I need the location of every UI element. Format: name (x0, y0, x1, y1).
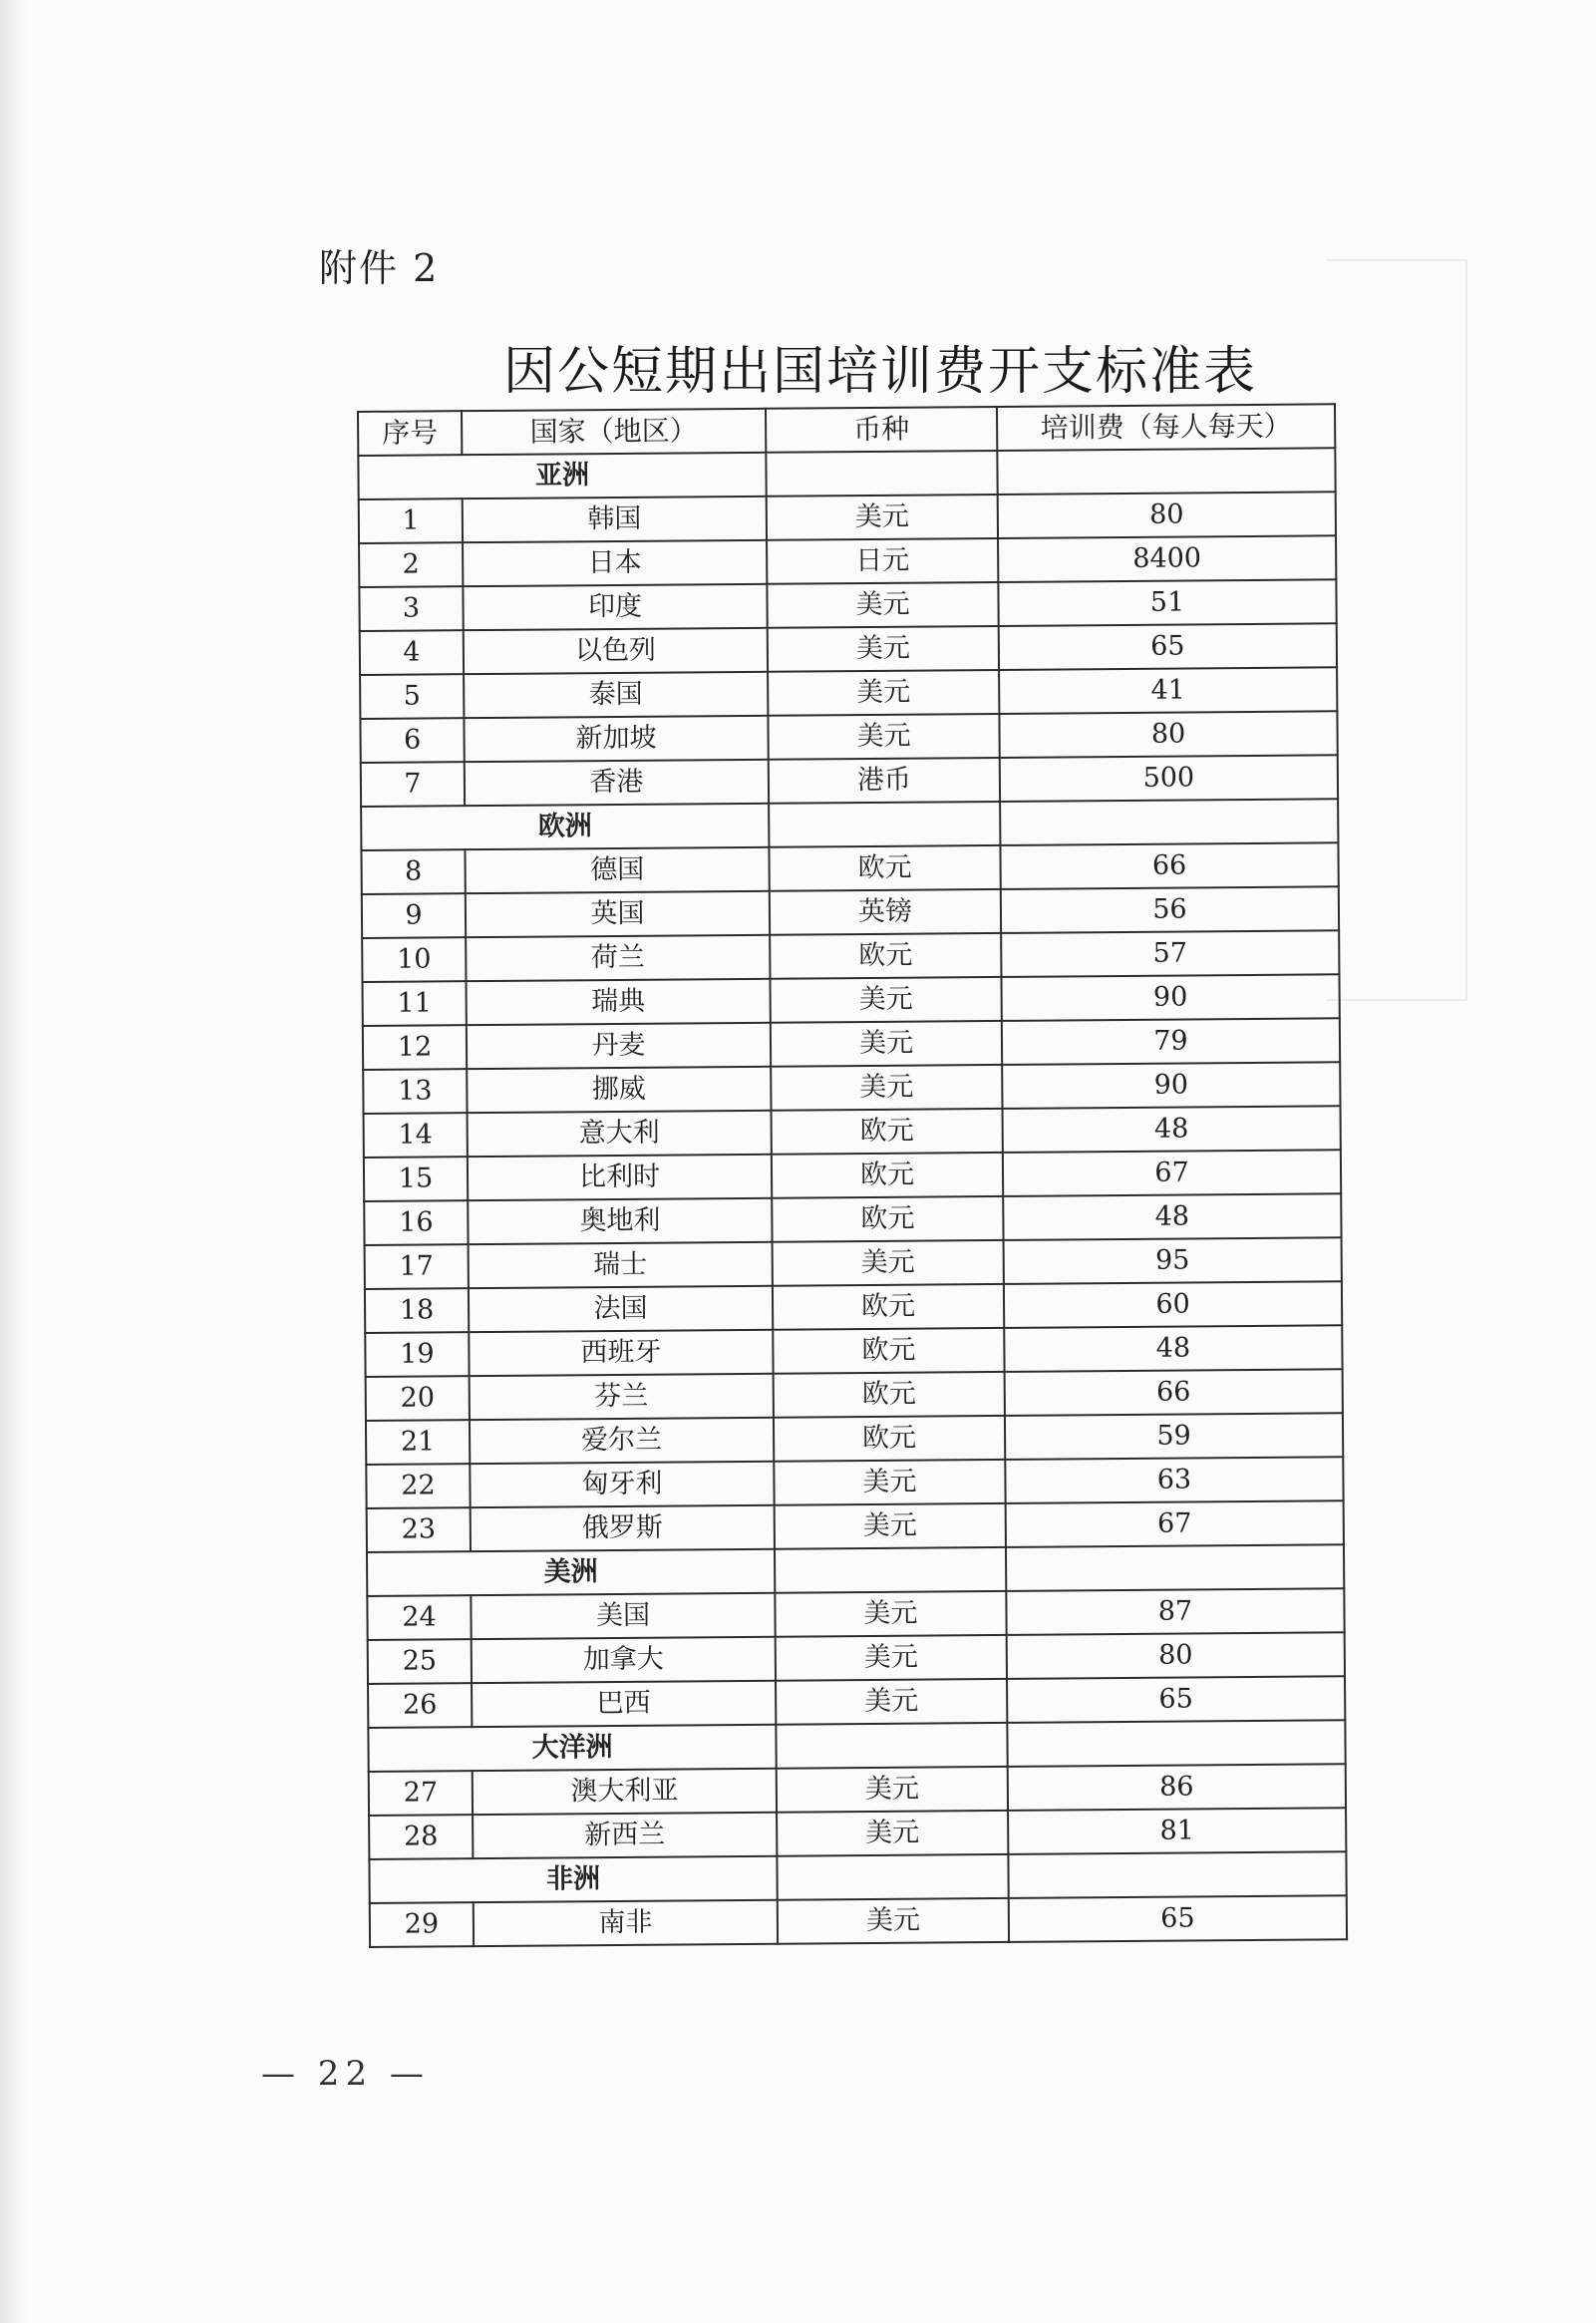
header-cell-country: 国家（地区） (462, 409, 766, 455)
fee-cell: 63 (1005, 1457, 1343, 1503)
fee-cell: 81 (1008, 1808, 1346, 1854)
table-row (361, 842, 1338, 894)
seq-cell: 18 (365, 1288, 469, 1333)
empty-cell (1007, 1720, 1345, 1767)
seq-cell: 3 (359, 586, 463, 631)
fee-cell: 87 (1006, 1588, 1344, 1635)
fee-cell: 90 (1002, 1062, 1340, 1109)
header-row (358, 404, 1335, 456)
empty-cell (1000, 799, 1338, 845)
currency-cell: 美元 (768, 714, 999, 760)
currency-cell: 美元 (771, 1021, 1002, 1067)
table-row (367, 1588, 1344, 1640)
table-row (364, 1193, 1341, 1245)
fee-cell: 79 (1002, 1018, 1340, 1065)
page-number: — 22 — (261, 2054, 430, 2094)
fee-cell: 57 (1001, 930, 1339, 977)
fee-cell: 41 (999, 667, 1337, 714)
table-row (369, 1764, 1346, 1816)
country-cell: 比利时 (468, 1155, 772, 1200)
region-heading: 美洲 (367, 1549, 775, 1596)
currency-cell: 欧元 (774, 1372, 1005, 1418)
seq-cell: 15 (364, 1157, 468, 1201)
fee-cell: 80 (998, 492, 1336, 538)
seq-cell: 10 (362, 937, 466, 982)
currency-cell: 英镑 (770, 889, 1001, 935)
region-heading: 亚洲 (358, 453, 766, 499)
country-cell: 丹麦 (467, 1023, 771, 1069)
bleed-through-shape (1326, 259, 1467, 1001)
fee-cell: 86 (1008, 1764, 1346, 1811)
fee-cell: 56 (1001, 886, 1339, 933)
fee-cell: 59 (1005, 1413, 1343, 1460)
seq-cell: 8 (361, 849, 465, 894)
country-cell: 瑞士 (469, 1242, 773, 1288)
seq-cell: 25 (368, 1639, 472, 1684)
seq-cell: 7 (361, 762, 465, 807)
attachment-label: 附件 2 (319, 246, 440, 290)
country-cell: 南非 (474, 1900, 778, 1946)
region-row (361, 799, 1338, 850)
seq-cell: 4 (360, 630, 464, 675)
country-cell: 俄罗斯 (471, 1505, 775, 1551)
country-cell: 荷兰 (466, 935, 770, 981)
table-row (363, 1062, 1340, 1114)
seq-cell: 29 (370, 1902, 474, 1947)
country-cell: 巴西 (472, 1681, 776, 1727)
seq-cell: 23 (367, 1507, 471, 1552)
table-row (366, 1369, 1343, 1421)
country-cell: 新西兰 (473, 1813, 777, 1858)
table-row (364, 1150, 1341, 1201)
currency-cell: 美元 (774, 1460, 1005, 1505)
currency-cell: 日元 (767, 538, 998, 584)
table-row (370, 1895, 1347, 1947)
region-heading: 大洋洲 (368, 1725, 776, 1772)
country-cell: 日本 (463, 540, 767, 586)
currency-cell: 美元 (777, 1811, 1008, 1856)
country-cell: 法国 (469, 1286, 773, 1332)
scan-page-edge (0, 0, 28, 2323)
seq-cell: 26 (368, 1683, 472, 1728)
seq-cell: 24 (367, 1595, 471, 1640)
fee-table-container (357, 403, 1346, 1948)
fee-cell: 90 (1001, 974, 1339, 1021)
currency-cell: 欧元 (773, 1284, 1004, 1330)
table-row (367, 1500, 1344, 1552)
currency-cell: 欧元 (773, 1328, 1004, 1374)
country-cell: 韩国 (463, 497, 767, 542)
country-cell: 芬兰 (470, 1374, 774, 1420)
currency-cell: 欧元 (772, 1196, 1003, 1242)
fee-cell: 60 (1004, 1281, 1342, 1328)
seq-cell: 20 (366, 1376, 470, 1421)
region-row (367, 1544, 1344, 1596)
empty-cell (769, 802, 1000, 847)
country-cell: 加拿大 (472, 1637, 776, 1683)
country-cell: 香港 (465, 760, 769, 806)
currency-cell: 美元 (770, 977, 1001, 1023)
country-cell: 澳大利亚 (473, 1769, 777, 1815)
seq-cell: 14 (364, 1113, 468, 1158)
fee-cell: 67 (1006, 1500, 1344, 1547)
currency-cell: 美元 (768, 626, 999, 672)
currency-cell: 美元 (776, 1635, 1007, 1681)
country-cell: 新加坡 (464, 716, 768, 762)
empty-cell (775, 1547, 1006, 1593)
fee-cell: 66 (1005, 1369, 1343, 1416)
seq-cell: 16 (364, 1200, 468, 1245)
region-heading: 非洲 (369, 1856, 777, 1903)
empty-cell (777, 1854, 1008, 1900)
country-cell: 意大利 (468, 1111, 772, 1157)
country-cell: 奥地利 (468, 1198, 772, 1244)
country-cell: 英国 (466, 891, 770, 937)
currency-cell: 欧元 (774, 1416, 1005, 1462)
seq-cell: 22 (366, 1464, 470, 1508)
table-row (360, 711, 1337, 763)
currency-cell: 美元 (778, 1898, 1009, 1944)
fee-standard-table (357, 403, 1348, 1948)
seq-cell: 2 (359, 542, 463, 587)
table-row (365, 1281, 1342, 1333)
table-row (364, 1106, 1341, 1158)
table-row (369, 1808, 1346, 1859)
table-row (368, 1676, 1345, 1728)
country-cell: 美国 (471, 1593, 775, 1639)
country-cell: 德国 (465, 847, 769, 893)
currency-cell: 美元 (776, 1679, 1007, 1725)
fee-cell: 80 (1007, 1632, 1345, 1679)
fee-cell: 65 (999, 623, 1337, 670)
country-cell: 印度 (463, 584, 767, 630)
currency-cell: 美元 (775, 1591, 1006, 1637)
country-cell: 爱尔兰 (470, 1418, 774, 1464)
fee-cell: 67 (1003, 1150, 1341, 1196)
currency-cell: 美元 (767, 582, 998, 628)
empty-cell (776, 1723, 1007, 1769)
seq-cell: 17 (365, 1244, 469, 1289)
currency-cell: 美元 (773, 1240, 1004, 1286)
table-row (359, 579, 1336, 631)
seq-cell: 6 (360, 718, 464, 763)
fee-cell: 65 (1009, 1895, 1347, 1942)
seq-cell: 28 (369, 1815, 473, 1859)
seq-cell: 21 (366, 1420, 470, 1465)
header-cell-fee: 培训费（每人每天） (997, 404, 1335, 451)
seq-cell: 1 (359, 498, 463, 543)
country-cell: 西班牙 (469, 1330, 773, 1376)
header-cell-currency: 币种 (766, 407, 997, 453)
fee-cell: 48 (1003, 1106, 1341, 1153)
region-row (358, 448, 1335, 499)
table-row (363, 974, 1340, 1026)
table-row (363, 1018, 1340, 1070)
empty-cell (1006, 1544, 1344, 1591)
table-row (362, 930, 1339, 982)
region-heading: 欧洲 (361, 804, 769, 850)
currency-cell: 欧元 (769, 845, 1000, 891)
currency-cell: 美元 (767, 495, 998, 540)
currency-cell: 欧元 (772, 1153, 1003, 1198)
country-cell: 匈牙利 (470, 1462, 774, 1507)
country-cell: 挪威 (467, 1067, 771, 1113)
fee-cell: 95 (1004, 1237, 1342, 1284)
fee-cell: 48 (1003, 1193, 1341, 1240)
country-cell: 瑞典 (466, 979, 770, 1025)
currency-cell: 港币 (769, 758, 1000, 804)
currency-cell: 美元 (771, 1065, 1002, 1111)
table-row (362, 886, 1339, 938)
fee-cell: 80 (999, 711, 1337, 758)
currency-cell: 美元 (775, 1503, 1006, 1549)
empty-cell (997, 448, 1335, 495)
table-row (365, 1237, 1342, 1289)
seq-cell: 27 (369, 1771, 473, 1816)
seq-cell: 11 (363, 981, 467, 1026)
currency-cell: 美元 (768, 670, 999, 716)
seq-cell: 9 (362, 893, 466, 938)
table-row (359, 535, 1336, 587)
fee-cell: 500 (1000, 755, 1338, 802)
country-cell: 以色列 (464, 628, 768, 674)
seq-cell: 12 (363, 1025, 467, 1070)
fee-cell: 48 (1004, 1325, 1342, 1372)
table-row (368, 1632, 1345, 1684)
currency-cell: 美元 (777, 1767, 1008, 1813)
table-row (366, 1413, 1343, 1465)
fee-cell: 66 (1000, 842, 1338, 889)
empty-cell (1008, 1851, 1346, 1898)
table-row (360, 667, 1337, 719)
seq-cell: 19 (365, 1332, 469, 1377)
currency-cell: 欧元 (772, 1109, 1003, 1155)
seq-cell: 13 (363, 1069, 467, 1114)
table-row (359, 492, 1336, 543)
header-cell-seq: 序号 (358, 411, 462, 456)
empty-cell (766, 451, 997, 497)
fee-cell: 65 (1007, 1676, 1345, 1723)
region-row (368, 1720, 1345, 1772)
table-row (360, 623, 1337, 675)
fee-cell: 8400 (998, 535, 1336, 582)
fee-cell: 51 (998, 579, 1336, 626)
table-row (366, 1457, 1343, 1508)
document-title: 因公短期出国培训费开支标准表 (503, 342, 1258, 402)
table-row (361, 755, 1338, 807)
region-row (369, 1851, 1346, 1903)
seq-cell: 5 (360, 674, 464, 719)
currency-cell: 欧元 (770, 933, 1001, 979)
country-cell: 泰国 (464, 672, 768, 718)
table-row (365, 1325, 1342, 1377)
table-body (358, 404, 1347, 1947)
